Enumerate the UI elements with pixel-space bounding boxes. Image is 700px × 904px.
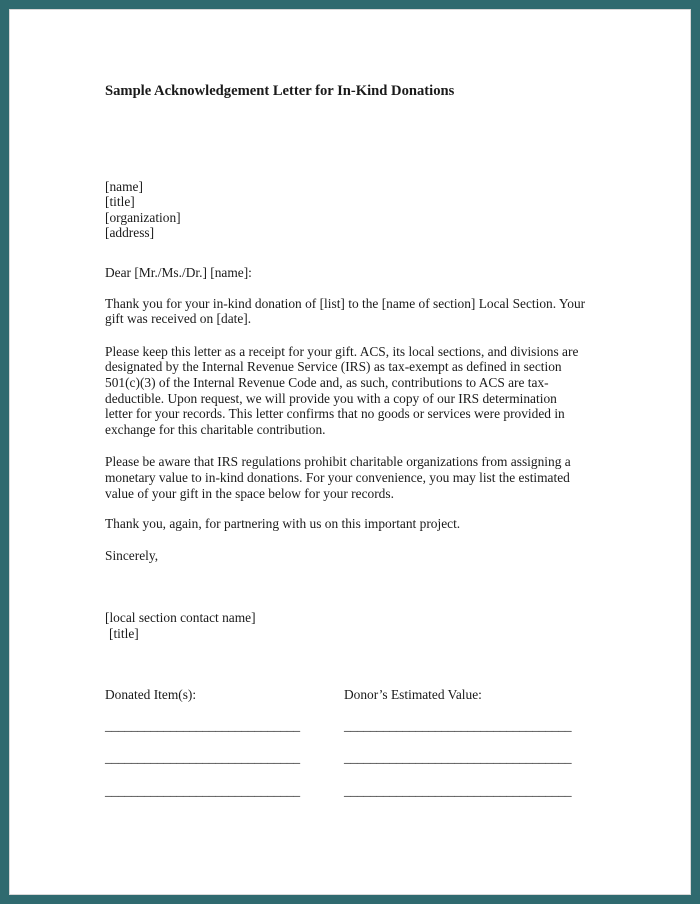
paragraph-thank-you: [105, 296, 605, 327]
estimated-value-header: Donor’s Estimated Value:: [344, 687, 482, 703]
letter-body: [105, 84, 605, 807]
paragraph-line: deductible. Upon request, we will provide you with a copy of our IRS determination: [105, 390, 557, 406]
paragraph-line: letter for your records. This letter confirms that no goods or services were provided in: [105, 406, 565, 422]
donation-table: [105, 687, 605, 807]
donated-item-blank: ______________________________: [105, 718, 300, 734]
estimated-value-blank: ___________________________________: [344, 750, 572, 766]
closing: Sincerely,: [105, 547, 159, 563]
estimated-value-blank: ___________________________________: [344, 718, 572, 734]
signature-block: [105, 610, 605, 641]
address-line-address: [address]: [105, 225, 155, 241]
paragraph-line: designated by the Internal Revenue Service (IRS) as tax-exempt as defined in section: [105, 359, 562, 375]
paragraph-irs-notice: [105, 454, 605, 501]
estimated-value-blank: ___________________________________: [344, 783, 572, 799]
donated-item-blank: ______________________________: [105, 783, 300, 799]
address-block: [105, 179, 605, 241]
signature-title: [title]: [109, 625, 139, 641]
paragraph-thanks-again: Thank you, again, for partnering with us on this important project.: [105, 516, 461, 532]
paragraph-receipt: [105, 344, 605, 438]
document-title: Sample Acknowledgement Letter for In-Kind Donations: [105, 83, 455, 99]
estimated-value-column: [344, 687, 572, 799]
letter-page: [9, 9, 691, 895]
paragraph-line: value of your gift in the space below for your records.: [105, 485, 394, 501]
paragraph-line: Please keep this letter as a receipt for your gift. ACS, its local sections, and divisions are: [105, 343, 579, 359]
address-line-title: [title]: [105, 194, 135, 210]
address-line-name: [name]: [105, 178, 143, 194]
donated-items-header: Donated Item(s):: [105, 687, 197, 703]
donated-items-column: [105, 687, 300, 799]
paragraph-line: 501(c)(3) of the Internal Revenue Code and, as such, contributions to ACS are tax-: [105, 374, 549, 390]
address-line-organization: [organization]: [105, 209, 181, 225]
donated-item-blank: ______________________________: [105, 750, 300, 766]
paragraph-line: Thank you for your in-kind donation of [list] to the [name of section] Local Section. Your: [105, 295, 586, 311]
paragraph-line: gift was received on [date].: [105, 311, 252, 327]
paragraph-line: Please be aware that IRS regulations prohibit charitable organizations from assigning a: [105, 454, 571, 470]
paragraph-line: monetary value to in-kind donations. For your convenience, you may list the estimated: [105, 469, 570, 485]
signature-name: [local section contact name]: [105, 610, 256, 626]
paragraph-line: exchange for this charitable contribution.: [105, 421, 326, 437]
salutation: Dear [Mr./Ms./Dr.] [name]:: [105, 264, 252, 280]
